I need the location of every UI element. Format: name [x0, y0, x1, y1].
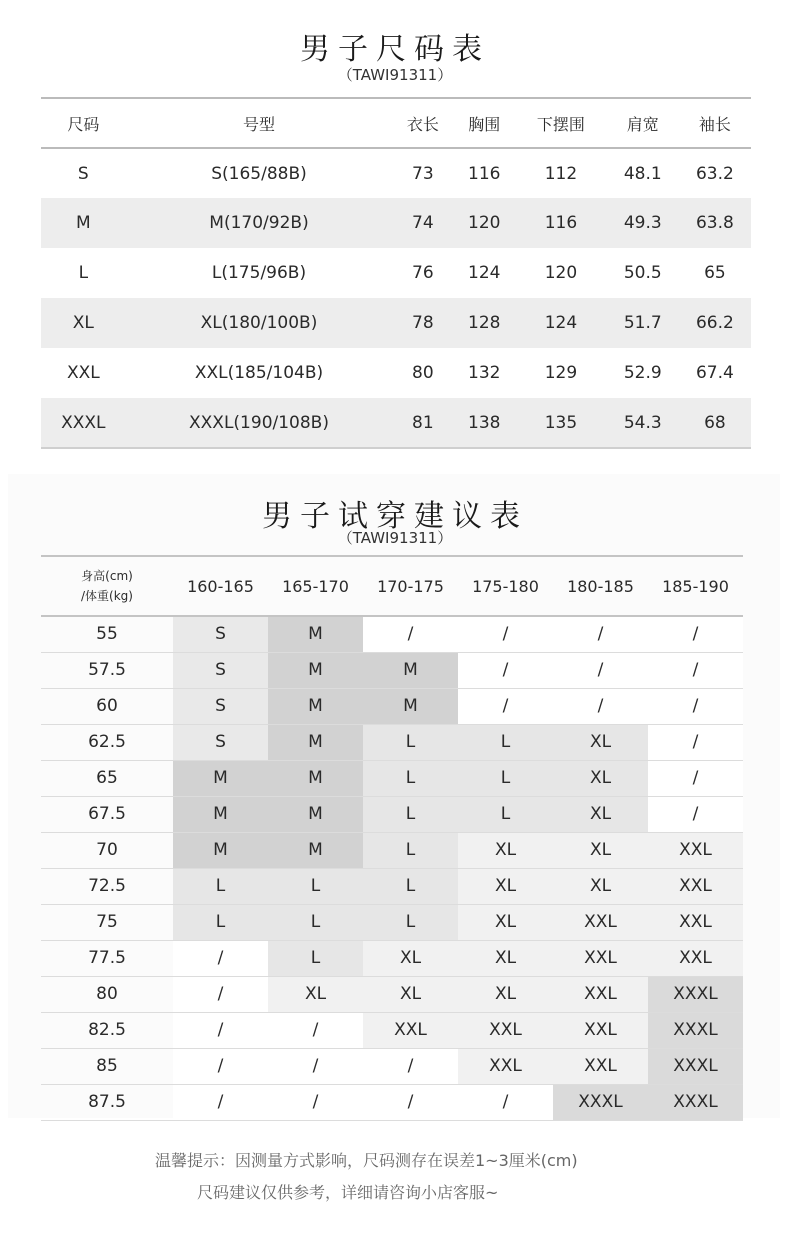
size-cell: 51.7: [607, 298, 679, 348]
fit-size-cell: /: [268, 1084, 363, 1120]
fit-size-cell: /: [648, 724, 743, 760]
measurement-note: 温馨提示：因测量方式影响，尺码测存在误差1~3厘米(cm): [155, 1151, 578, 1170]
fit-size-cell: XXL: [553, 1012, 648, 1048]
size-cell: 120: [544, 263, 578, 283]
fit-size-cell: XL: [458, 904, 553, 940]
size-cell: 120: [453, 198, 515, 248]
fit-size-cell: XXXL: [553, 1084, 648, 1120]
fit-size-cell: L: [458, 796, 553, 832]
fit-chart-body: [41, 616, 743, 1120]
fit-size-cell: /: [648, 760, 743, 796]
size-cell: 124: [515, 298, 606, 348]
size-cell: 80: [412, 363, 434, 383]
size-row: [41, 348, 751, 398]
fit-size-cell: L: [268, 904, 363, 940]
fit-size-cell: M: [363, 652, 458, 688]
fit-size-cell: L: [363, 904, 458, 940]
weight-label: 82.5: [41, 1012, 173, 1048]
weight-label: 80: [41, 976, 173, 1012]
weight-label: 75: [41, 904, 173, 940]
height-range-header: 180-185: [553, 556, 648, 616]
size-cell: 138: [453, 398, 515, 448]
fit-row: [41, 1012, 743, 1048]
fit-size-cell: M: [268, 688, 363, 724]
size-cell: 49.3: [607, 198, 679, 248]
fit-size-cell: XXXL: [648, 1012, 743, 1048]
height-range-header: 170-175: [363, 556, 458, 616]
fit-size-cell: L: [363, 796, 458, 832]
fit-size-cell: L: [363, 724, 458, 760]
fit-size-cell: XXL: [648, 868, 743, 904]
fit-row: [41, 796, 743, 832]
fit-size-cell: XXXL: [648, 1048, 743, 1084]
size-column-header: 胸围: [453, 98, 515, 148]
fit-size-cell: XL: [553, 868, 648, 904]
fit-size-cell: /: [648, 652, 743, 688]
size-chart-code: （TAWI91311）: [337, 66, 453, 84]
fit-size-cell: L: [173, 904, 268, 940]
weight-label: 87.5: [41, 1084, 173, 1120]
size-cell: 116: [468, 163, 501, 184]
fit-size-cell: M: [268, 724, 363, 760]
fit-size-cell: /: [458, 616, 553, 652]
fit-size-cell: XXL: [553, 904, 648, 940]
fit-size-cell: L: [173, 868, 268, 904]
size-cell: 135: [515, 398, 606, 448]
size-column-header: 尺码: [41, 98, 126, 148]
size-cell: 112: [544, 163, 578, 184]
fit-size-cell: S: [173, 724, 268, 760]
size-cell: 129: [544, 363, 578, 383]
size-chart-title: 男子尺码表: [300, 32, 490, 67]
weight-label: 70: [41, 832, 173, 868]
fit-size-cell: /: [173, 1084, 268, 1120]
size-row: [41, 298, 751, 348]
fit-size-cell: M: [173, 760, 268, 796]
size-row: [41, 148, 751, 198]
fit-size-cell: /: [363, 616, 458, 652]
fit-size-cell: XL: [268, 976, 363, 1012]
fit-size-cell: L: [363, 868, 458, 904]
size-cell: XXXL(190/108B): [126, 398, 393, 448]
size-cell: 65: [704, 263, 726, 283]
fit-size-cell: /: [173, 1048, 268, 1084]
fit-size-cell: XXL: [553, 940, 648, 976]
fit-size-cell: M: [173, 832, 268, 868]
fit-size-cell: M: [268, 832, 363, 868]
fit-size-cell: /: [553, 616, 648, 652]
fit-size-cell: M: [268, 760, 363, 796]
fit-size-cell: XXL: [553, 976, 648, 1012]
fit-size-cell: L: [458, 724, 553, 760]
size-row: [41, 198, 751, 248]
height-range-header: 185-190: [648, 556, 743, 616]
weight-label: 55: [41, 616, 173, 652]
fit-size-cell: XL: [458, 940, 553, 976]
fit-size-cell: /: [553, 652, 648, 688]
size-cell: L: [78, 263, 89, 283]
fit-size-cell: /: [648, 616, 743, 652]
fit-size-cell: XL: [458, 976, 553, 1012]
fit-chart-header-row: [41, 556, 743, 616]
weight-label: 67.5: [41, 796, 173, 832]
size-cell: XXL: [66, 363, 100, 383]
fit-size-cell: XL: [458, 832, 553, 868]
fit-size-cell: /: [173, 1012, 268, 1048]
fit-size-cell: XXXL: [648, 976, 743, 1012]
size-cell: 76: [412, 263, 434, 283]
fit-row: [41, 724, 743, 760]
fit-size-cell: XXL: [648, 832, 743, 868]
size-cell: 132: [468, 363, 501, 383]
fit-size-cell: XXL: [648, 904, 743, 940]
fit-size-cell: /: [458, 652, 553, 688]
fit-size-cell: XXL: [648, 940, 743, 976]
fit-chart-title: 男子试穿建议表: [262, 499, 528, 534]
weight-unit-label: /体重(kg): [81, 589, 133, 603]
size-cell: 116: [515, 198, 606, 248]
size-cell: 54.3: [607, 398, 679, 448]
size-cell: 81: [392, 398, 453, 448]
fit-size-cell: XXL: [553, 1048, 648, 1084]
fit-size-cell: XXL: [458, 1012, 553, 1048]
size-cell: 74: [392, 198, 453, 248]
size-cell: 66.2: [679, 298, 751, 348]
size-cell: 52.9: [623, 363, 662, 383]
fit-size-cell: /: [648, 796, 743, 832]
fit-row: [41, 1048, 743, 1084]
fit-size-cell: /: [458, 688, 553, 724]
size-cell: 63.2: [695, 163, 734, 184]
fit-chart-code: （TAWI91311）: [337, 529, 453, 547]
fit-size-cell: /: [363, 1084, 458, 1120]
fit-row: [41, 940, 743, 976]
fit-size-cell: L: [268, 940, 363, 976]
fit-size-cell: /: [648, 688, 743, 724]
fit-size-cell: XL: [553, 760, 648, 796]
fit-size-cell: M: [268, 652, 363, 688]
size-cell: 73: [412, 163, 434, 184]
fit-size-cell: M: [363, 688, 458, 724]
height-range-header: 160-165: [173, 556, 268, 616]
fit-size-cell: L: [363, 760, 458, 796]
height-range-header: 175-180: [458, 556, 553, 616]
fit-size-cell: /: [173, 976, 268, 1012]
size-cell: 68: [679, 398, 751, 448]
fit-size-cell: XL: [363, 976, 458, 1012]
fit-size-cell: XXL: [363, 1012, 458, 1048]
size-cell: 63.8: [679, 198, 751, 248]
size-cell: 78: [392, 298, 453, 348]
fit-size-cell: /: [173, 940, 268, 976]
fit-size-cell: M: [268, 616, 363, 652]
weight-label: 57.5: [41, 652, 173, 688]
size-chart-table: [41, 97, 751, 449]
fit-size-cell: XXXL: [648, 1084, 743, 1120]
fit-row: [41, 976, 743, 1012]
weight-label: 85: [41, 1048, 173, 1084]
fit-size-cell: XXL: [458, 1048, 553, 1084]
fit-size-cell: L: [458, 760, 553, 796]
fit-size-cell: S: [173, 688, 268, 724]
weight-label: 65: [41, 760, 173, 796]
fit-size-cell: L: [363, 832, 458, 868]
fit-size-cell: XL: [363, 940, 458, 976]
fit-size-cell: /: [458, 1084, 553, 1120]
size-row: [41, 398, 751, 448]
weight-label: 77.5: [41, 940, 173, 976]
fit-size-cell: XL: [553, 832, 648, 868]
size-cell: 124: [468, 263, 501, 283]
fit-size-cell: /: [268, 1048, 363, 1084]
size-cell: XXL(185/104B): [194, 363, 324, 383]
size-cell: L(175/96B): [211, 263, 307, 283]
fit-chart-corner-header: [41, 556, 173, 616]
fit-row: [41, 904, 743, 940]
size-cell: M: [41, 198, 126, 248]
fit-row: [41, 868, 743, 904]
size-column-header: 下摆围: [515, 98, 606, 148]
fit-size-cell: XL: [553, 724, 648, 760]
reference-note: 尺码建议仅供参考，详细请咨询小店客服~: [197, 1183, 499, 1202]
fit-size-cell: L: [268, 868, 363, 904]
fit-row: [41, 832, 743, 868]
fit-size-cell: /: [268, 1012, 363, 1048]
size-column-header: 号型: [126, 98, 393, 148]
size-column-header: 袖长: [679, 98, 751, 148]
fit-size-cell: XL: [553, 796, 648, 832]
size-chart-header-row: [41, 98, 751, 148]
fit-row: [41, 652, 743, 688]
size-cell: M(170/92B): [126, 198, 393, 248]
fit-size-cell: /: [553, 688, 648, 724]
size-cell: 50.5: [623, 263, 662, 283]
fit-size-cell: /: [363, 1048, 458, 1084]
size-cell: XL: [41, 298, 126, 348]
size-row: [41, 248, 751, 298]
fit-row: [41, 688, 743, 724]
height-unit-label: 身高(cm): [81, 569, 133, 583]
size-column-header: 衣长: [392, 98, 453, 148]
fit-row: [41, 1084, 743, 1120]
size-cell: XXXL: [41, 398, 126, 448]
weight-label: 60: [41, 688, 173, 724]
fit-size-cell: S: [173, 652, 268, 688]
fit-size-cell: M: [173, 796, 268, 832]
fit-size-cell: XL: [458, 868, 553, 904]
size-column-header: 肩宽: [607, 98, 679, 148]
fit-chart-table: [41, 555, 743, 1121]
size-cell: 48.1: [623, 163, 662, 184]
fit-row: [41, 760, 743, 796]
fit-row: [41, 616, 743, 652]
size-cell: XL(180/100B): [126, 298, 393, 348]
height-range-header: 165-170: [268, 556, 363, 616]
weight-label: 72.5: [41, 868, 173, 904]
size-chart-body: [41, 148, 751, 448]
size-cell: S(165/88B): [211, 163, 307, 184]
size-cell: S: [77, 163, 89, 184]
fit-size-cell: S: [173, 616, 268, 652]
weight-label: 62.5: [41, 724, 173, 760]
fit-size-cell: M: [268, 796, 363, 832]
size-cell: 128: [453, 298, 515, 348]
size-cell: 67.4: [695, 363, 734, 383]
